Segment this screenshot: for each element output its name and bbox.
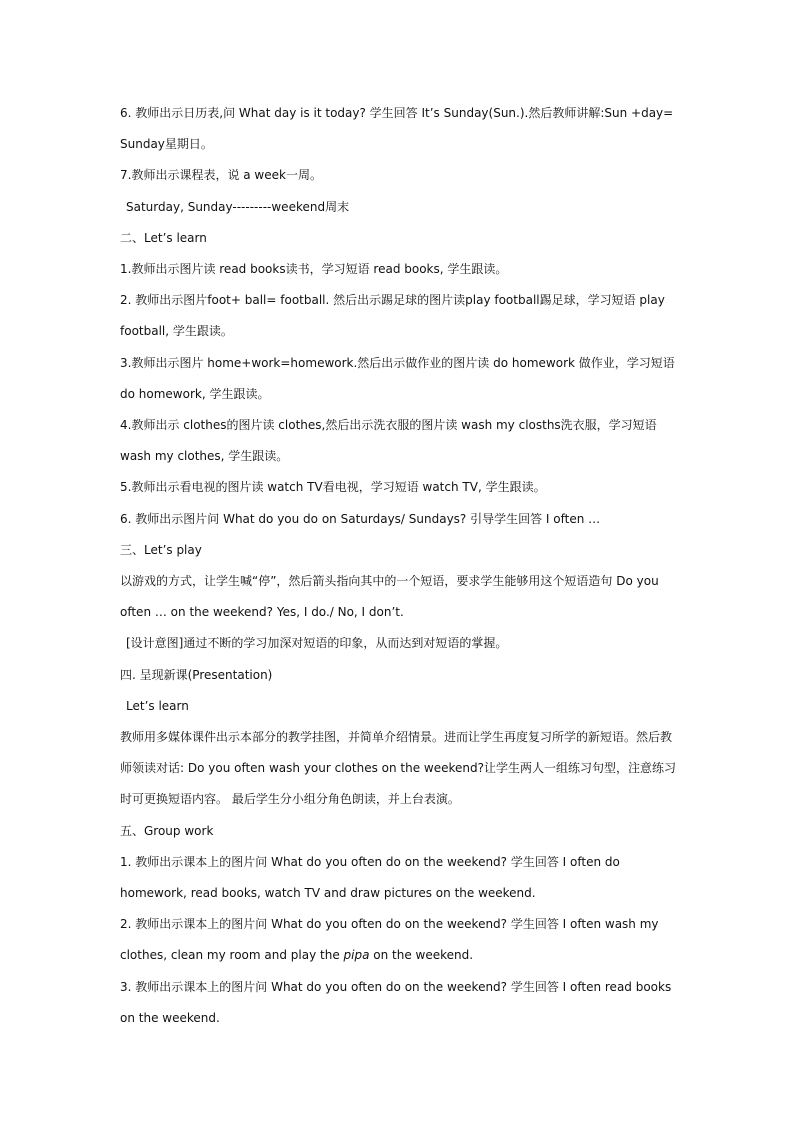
italic-word-pipa: pipa (343, 948, 370, 963)
paragraph-football (120, 285, 680, 347)
text-line: 2. 教师出示课本上的图片问 What do you often do on the weekend? 学生回答 I often wash my clothes, clean my room and play the (120, 917, 659, 963)
subheading-lets-learn (120, 691, 680, 722)
section-heading-lets-play (120, 535, 680, 566)
text-line: 1. 教师出示课本上的图片问 What do you often do on the weekend? 学生回答 I often do homework, read books, watch TV and draw pictures on the weekend. (120, 854, 620, 901)
text-line: Saturday, Sunday---------weekend周末 (126, 199, 350, 214)
heading-text: Let’s learn (126, 698, 189, 713)
paragraph-weekend (120, 192, 680, 223)
paragraph-saturdays (120, 504, 680, 535)
text-line: 教师用多媒体课件出示本部分的教学挂图，并简单介绍情景。进而让学生再度复习所学的新短语。然后教师领读对话: Do you often wash your clothes on the weekend?让学生两人一组练习句型，注意练习时可更换短语内容。 最后学生分小组分角色朗读，并上台表演。 (120, 730, 676, 807)
heading-text: 三、Let’s play (120, 542, 202, 557)
text-line: 7.教师出示课程表，说 a week一周。 (120, 168, 322, 183)
text-line: 3. 教师出示课本上的图片问 What do you often do on the weekend? 学生回答 I often read books on the weekend. (120, 979, 672, 1025)
text-line: 6. 教师出示图片问 What do you do on Saturdays/ Sundays? 引导学生回答 I often … (120, 511, 601, 526)
paragraph-watch-tv (120, 472, 680, 503)
paragraph-group-3 (120, 972, 680, 1034)
heading-text: 二、Let’s learn (120, 230, 207, 245)
paragraph-multimedia (120, 722, 680, 816)
text-line: 1.教师出示图片读 read books读书，学习短语 read books, 学生跟读。 (120, 262, 508, 277)
paragraph-group-1 (120, 847, 680, 909)
paragraph-design-intent (120, 628, 680, 659)
document-body (120, 98, 680, 1034)
text-line: 4.教师出示 clothes的图片读 clothes,然后出示洗衣服的图片读 wash my closths洗衣服，学习短语 wash my clothes, 学生跟读。 (120, 418, 657, 464)
text-line: 6. 教师出示日历表,问 What day is it today? 学生回答 It’s Sunday(Sun.).然后教师讲解:Sun +day= Sunday星期日。 (120, 106, 674, 152)
text-line: on the weekend. (369, 948, 474, 963)
paragraph-calendar (120, 98, 680, 160)
section-heading-lets-learn (120, 223, 680, 254)
paragraph-clothes (120, 410, 680, 472)
heading-text: 四. 呈现新课(Presentation) (120, 667, 273, 682)
section-heading-presentation (120, 660, 680, 691)
paragraph-timetable (120, 160, 680, 191)
text-line: 2. 教师出示图片foot+ ball= football. 然后出示踢足球的图片读play football踢足球，学习短语 play football, 学生跟读。 (120, 293, 665, 339)
text-line: 5.教师出示看电视的图片读 watch TV看电视，学习短语 watch TV, 学生跟读。 (120, 480, 546, 495)
text-line: [设计意图]通过不断的学习加深对短语的印象，从而达到对短语的掌握。 (126, 636, 508, 651)
section-heading-group-work (120, 816, 680, 847)
paragraph-read-books (120, 254, 680, 285)
text-line: 3.教师出示图片 home+work=homework.然后出示做作业的图片读 do homework 做作业，学习短语 do homework, 学生跟读。 (120, 355, 675, 401)
paragraph-homework (120, 348, 680, 410)
paragraph-game (120, 566, 680, 628)
text-line: 以游戏的方式，让学生喊“停”，然后箭头指向其中的一个短语，要求学生能够用这个短语造句 Do you often … on the weekend? Yes, I do./ No, I don’t. (120, 574, 659, 620)
paragraph-group-2 (120, 909, 680, 971)
heading-text: 五、Group work (120, 823, 214, 838)
